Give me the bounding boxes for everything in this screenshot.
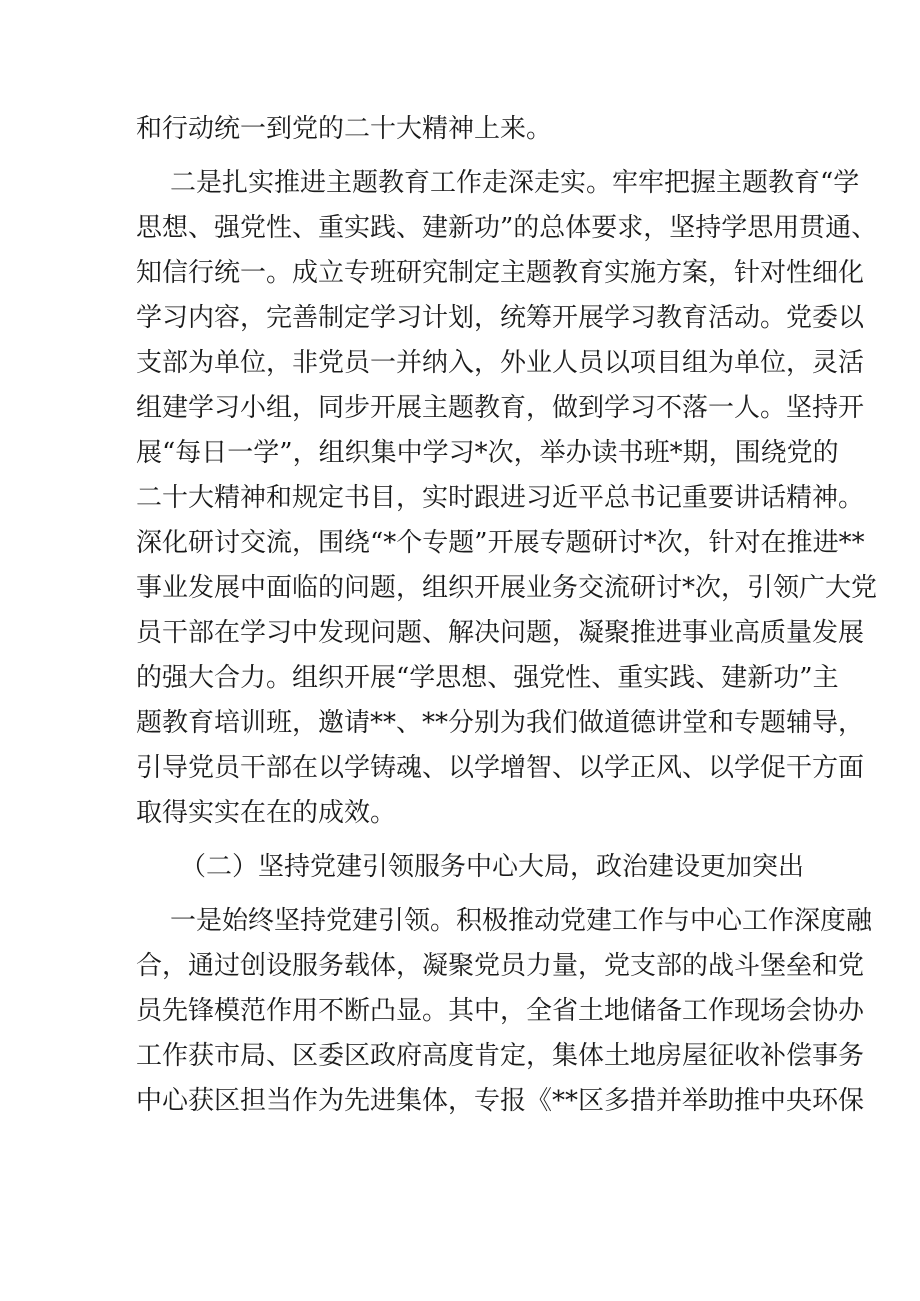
paragraph-line: 展“每日一学”，组织集中学习*次，举办读书班*期，围绕党的 — [136, 438, 839, 468]
paragraph-line: 组建学习小组，同步开展主题教育，做到学习不落一人。坚持开 — [136, 393, 865, 423]
paragraph-line: 一是始终坚持党建引领。积极推动党建工作与中心工作深度融 — [170, 906, 873, 936]
paragraph-line: 知信行统一。成立专班研究制定主题教育实施方案，针对性细化 — [136, 258, 865, 288]
paragraph-line: 取得实实在在的成效。 — [136, 798, 397, 828]
paragraph-line: 合，通过创设服务载体，凝聚党员力量，党支部的战斗堡垒和党 — [136, 951, 865, 981]
paragraph-line: 中心获区担当作为先进集体，专报《**区多措并举助推中央环保 — [136, 1086, 865, 1116]
paragraph-line: 二十大精神和规定书目，实时跟进习近平总书记重要讲话精神。 — [136, 483, 865, 513]
paragraph-line: 支部为单位，非党员一并纳入，外业人员以项目组为单位，灵活 — [136, 348, 865, 378]
paragraph-line: 的强大合力。组织开展“学思想、强党性、重实践、建新功”主 — [136, 663, 839, 693]
paragraph-line: 思想、强党性、重实践、建新功”的总体要求，坚持学思用贯通、 — [136, 213, 878, 243]
paragraph-line: 员先锋模范作用不断凸显。其中，全省土地储备工作现场会协办 — [136, 996, 865, 1026]
paragraph-line: 题教育培训班，邀请**、**分别为我们做道德讲堂和专题辅导， — [136, 708, 865, 738]
paragraph-line: 员干部在学习中发现问题、解决问题，凝聚推进事业高质量发展 — [136, 618, 865, 648]
paragraph-line: 引导党员干部在以学铸魂、以学增智、以学正风、以学促干方面 — [136, 753, 865, 783]
paragraph-line: 工作获市局、区委区政府高度肯定，集体土地房屋征收补偿事务 — [136, 1041, 865, 1071]
paragraph-line: 事业发展中面临的问题，组织开展业务交流研讨*次，引领广大党 — [136, 573, 878, 603]
paragraph-line: 学习内容，完善制定学习计划，统筹开展学习教育活动。党委以 — [136, 303, 865, 333]
paragraph-line: 和行动统一到党的二十大精神上来。 — [136, 114, 553, 144]
section-heading: （二）坚持党建引领服务中心大局，政治建设更加突出 — [180, 852, 805, 882]
paragraph-line: 二是扎实推进主题教育工作走深走实。牢牢把握主题教育“学 — [170, 168, 860, 198]
paragraph-line: 深化研讨交流，围绕“*个专题”开展专题研讨*次，针对在推进** — [136, 528, 865, 558]
